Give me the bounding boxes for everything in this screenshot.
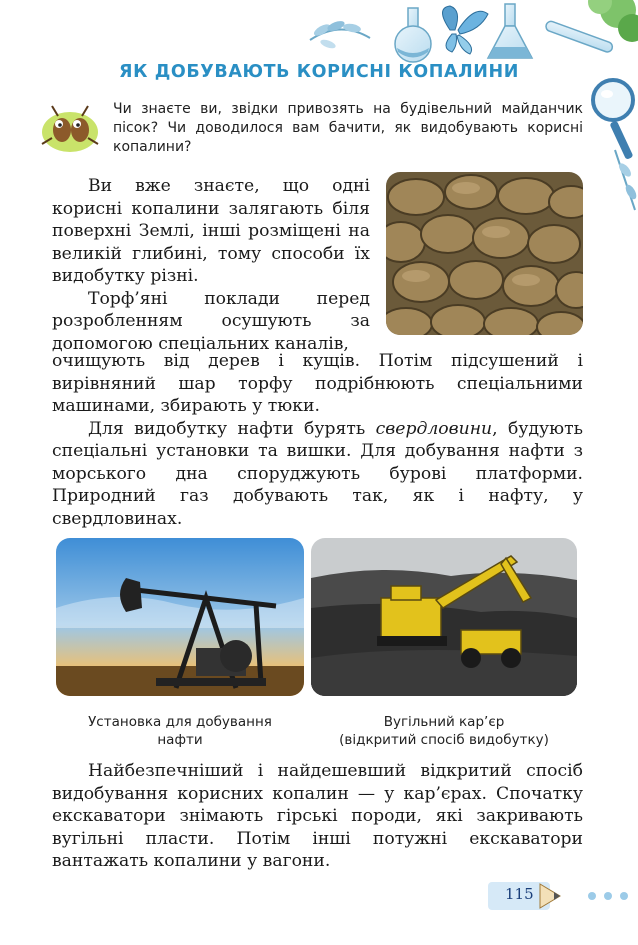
oil-caption-line-2: нафти <box>157 732 203 748</box>
coal-quarry-caption <box>311 713 577 749</box>
tree-leaves-icon <box>588 0 638 42</box>
paragraph-3-end: , будують спеціальні установки та вишки. Для добування нафти з морського дна споруджують бурові платформи. Природний газ добувають так, як і нафту, у свердловинах. <box>52 418 583 529</box>
leaf-sprig-icon <box>310 19 370 50</box>
paragraph-2-top: Торф’яні поклади перед розробленням осушують за допомогою спеціальних каналів, <box>52 288 370 354</box>
peat-photo <box>386 172 583 335</box>
coal-caption-line-1: Вугільний кар’єр <box>383 714 505 730</box>
round-flask-icon <box>395 8 431 62</box>
butterfly-icon <box>443 6 489 54</box>
intro-question <box>113 100 583 157</box>
paragraph-3-start: Для видобутку нафти бурять <box>88 418 376 439</box>
paragraph-peat-continued <box>52 350 583 530</box>
page-title: ЯК ДОБУВАЮТЬ КОРИСНІ КОПАЛИНИ <box>119 62 519 82</box>
top-decoration <box>300 0 638 70</box>
bug-mascot-icon <box>38 100 102 156</box>
oil-pump-photo <box>56 538 304 696</box>
paragraph-4: Найбезпечніший і найдешевший відкритий спосіб видобування корисних копалин — у кар’єрах. Спочатку екскаватори знімають гірські породи, які закривають вугільні пласти. Потім інші потужні екскаватори вантажать копалини у вагони. <box>52 761 583 871</box>
paragraph-1: Ви вже знаєте, що одні корисні копалини залягають біля поверхні Землі, інші розміщені на великій глибині, тому способи їх видобутку різні. <box>52 176 370 286</box>
page-number: 115 <box>505 885 534 903</box>
intro-text: Чи знаєте ви, звідки привозять на будівельний майданчик пісок? Чи доводилося вам бачити, як видобувають корисні копалини? <box>113 101 583 155</box>
paragraph-quarry <box>52 760 583 873</box>
coal-quarry-photo <box>311 538 577 696</box>
oil-pump-caption <box>56 713 304 749</box>
oil-caption-line-1: Установка для добування <box>88 714 272 730</box>
test-tube-icon <box>545 20 614 53</box>
flask-icon <box>488 4 532 58</box>
paragraph-intro-minerals <box>52 175 370 355</box>
right-decoration <box>585 70 638 220</box>
branch-icon <box>615 150 638 210</box>
paragraph-2-rest: очищують від дерев і кущів. Потім підсушений і вирівняний шар торфу подрібнюють спеціальними машинами, збирають у тюки. <box>52 351 583 416</box>
coal-caption-line-2: (відкритий спосіб видобутку) <box>339 732 549 748</box>
magnifier-icon <box>593 80 634 160</box>
paragraph-3-term: свердловини <box>375 418 493 439</box>
dots-icon <box>588 892 628 900</box>
paragraph-3 <box>52 418 583 531</box>
